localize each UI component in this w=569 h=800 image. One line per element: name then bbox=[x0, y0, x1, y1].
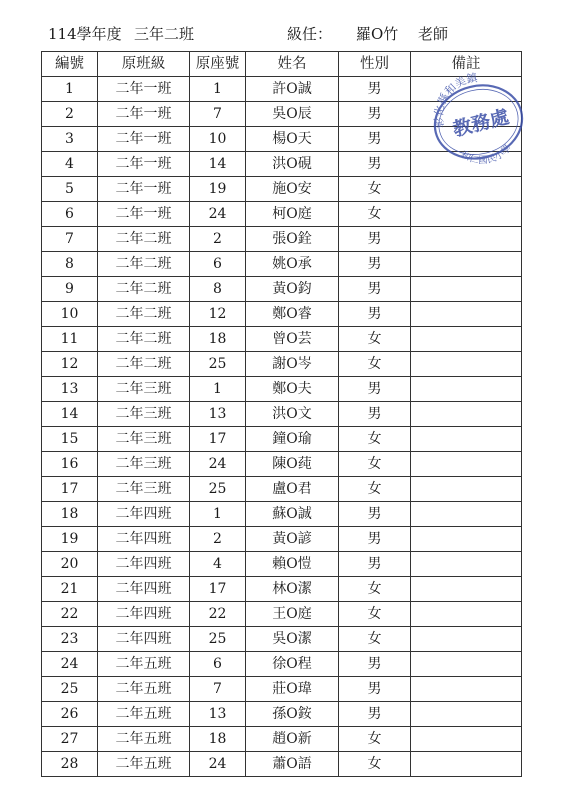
cell-remarks bbox=[411, 302, 522, 327]
cell-remarks bbox=[411, 227, 522, 252]
cell-gender: 男 bbox=[339, 552, 411, 577]
cell-original-class: 二年四班 bbox=[98, 602, 190, 627]
cell-original-seat: 1 bbox=[190, 377, 246, 402]
table-row bbox=[42, 327, 522, 352]
cell-remarks bbox=[411, 527, 522, 552]
cell-remarks bbox=[411, 577, 522, 602]
cell-gender: 女 bbox=[339, 602, 411, 627]
cell-number: 18 bbox=[42, 502, 98, 527]
cell-original-class: 二年五班 bbox=[98, 752, 190, 777]
cell-original-class: 二年三班 bbox=[98, 377, 190, 402]
cell-number: 1 bbox=[42, 77, 98, 102]
cell-original-class: 二年三班 bbox=[98, 452, 190, 477]
cell-number: 13 bbox=[42, 377, 98, 402]
table-row bbox=[42, 552, 522, 577]
table-row bbox=[42, 727, 522, 752]
cell-remarks bbox=[411, 402, 522, 427]
cell-number: 4 bbox=[42, 152, 98, 177]
cell-original-class: 二年三班 bbox=[98, 427, 190, 452]
cell-name: 曾O芸 bbox=[246, 327, 339, 352]
column-header-name: 姓名 bbox=[246, 52, 339, 77]
cell-name: 蘇O誠 bbox=[246, 502, 339, 527]
cell-original-class: 二年四班 bbox=[98, 577, 190, 602]
table-row bbox=[42, 477, 522, 502]
cell-name: 鄭O睿 bbox=[246, 302, 339, 327]
cell-original-seat: 24 bbox=[190, 202, 246, 227]
cell-name: 謝O岑 bbox=[246, 352, 339, 377]
cell-original-class: 二年五班 bbox=[98, 727, 190, 752]
cell-original-seat: 13 bbox=[190, 702, 246, 727]
cell-number: 14 bbox=[42, 402, 98, 427]
cell-number: 20 bbox=[42, 552, 98, 577]
cell-gender: 男 bbox=[339, 302, 411, 327]
svg-text:和仁國民小學 bbox=[457, 138, 516, 170]
cell-number: 10 bbox=[42, 302, 98, 327]
cell-original-seat: 18 bbox=[190, 327, 246, 352]
cell-name: 王O庭 bbox=[246, 602, 339, 627]
cell-gender: 男 bbox=[339, 277, 411, 302]
cell-original-seat: 2 bbox=[190, 227, 246, 252]
cell-original-seat: 6 bbox=[190, 652, 246, 677]
cell-gender: 男 bbox=[339, 227, 411, 252]
cell-original-class: 二年一班 bbox=[98, 127, 190, 152]
cell-number: 17 bbox=[42, 477, 98, 502]
cell-gender: 女 bbox=[339, 727, 411, 752]
cell-original-seat: 14 bbox=[190, 152, 246, 177]
cell-gender: 女 bbox=[339, 427, 411, 452]
cell-number: 7 bbox=[42, 227, 98, 252]
cell-original-seat: 8 bbox=[190, 277, 246, 302]
table-row bbox=[42, 702, 522, 727]
cell-gender: 女 bbox=[339, 627, 411, 652]
cell-gender: 女 bbox=[339, 452, 411, 477]
cell-number: 19 bbox=[42, 527, 98, 552]
cell-original-seat: 22 bbox=[190, 602, 246, 627]
cell-number: 22 bbox=[42, 602, 98, 627]
cell-remarks bbox=[411, 502, 522, 527]
cell-original-class: 二年二班 bbox=[98, 227, 190, 252]
cell-remarks bbox=[411, 277, 522, 302]
table-row bbox=[42, 652, 522, 677]
cell-original-seat: 25 bbox=[190, 477, 246, 502]
cell-name: 洪O文 bbox=[246, 402, 339, 427]
table-row bbox=[42, 602, 522, 627]
cell-number: 28 bbox=[42, 752, 98, 777]
cell-name: 盧O君 bbox=[246, 477, 339, 502]
cell-gender: 女 bbox=[339, 327, 411, 352]
cell-number: 21 bbox=[42, 577, 98, 602]
cell-gender: 男 bbox=[339, 152, 411, 177]
cell-number: 24 bbox=[42, 652, 98, 677]
cell-remarks bbox=[411, 452, 522, 477]
cell-original-class: 二年四班 bbox=[98, 627, 190, 652]
roster-body bbox=[42, 77, 522, 777]
cell-original-seat: 25 bbox=[190, 627, 246, 652]
cell-original-seat: 7 bbox=[190, 677, 246, 702]
school-year: 114學年度 bbox=[48, 25, 122, 43]
cell-number: 5 bbox=[42, 177, 98, 202]
cell-original-class: 二年二班 bbox=[98, 327, 190, 352]
column-header-number: 編號 bbox=[42, 52, 98, 77]
cell-original-class: 二年五班 bbox=[98, 702, 190, 727]
cell-original-seat: 6 bbox=[190, 252, 246, 277]
cell-original-class: 二年一班 bbox=[98, 102, 190, 127]
table-row bbox=[42, 527, 522, 552]
cell-name: 蕭O語 bbox=[246, 752, 339, 777]
document-header bbox=[0, 22, 569, 46]
cell-original-class: 二年四班 bbox=[98, 502, 190, 527]
cell-gender: 男 bbox=[339, 402, 411, 427]
cell-gender: 女 bbox=[339, 577, 411, 602]
teacher-title: 老師 bbox=[418, 25, 449, 43]
cell-remarks bbox=[411, 627, 522, 652]
cell-name: 黃O鈞 bbox=[246, 277, 339, 302]
cell-original-seat: 10 bbox=[190, 127, 246, 152]
cell-original-class: 二年二班 bbox=[98, 277, 190, 302]
table-row bbox=[42, 752, 522, 777]
cell-gender: 女 bbox=[339, 177, 411, 202]
cell-original-class: 二年二班 bbox=[98, 302, 190, 327]
cell-gender: 男 bbox=[339, 677, 411, 702]
table-row bbox=[42, 577, 522, 602]
cell-original-seat: 13 bbox=[190, 402, 246, 427]
cell-name: 洪O硯 bbox=[246, 152, 339, 177]
cell-original-class: 二年一班 bbox=[98, 177, 190, 202]
cell-gender: 男 bbox=[339, 77, 411, 102]
cell-name: 柯O庭 bbox=[246, 202, 339, 227]
cell-original-class: 二年二班 bbox=[98, 352, 190, 377]
cell-gender: 女 bbox=[339, 477, 411, 502]
cell-name: 徐O程 bbox=[246, 652, 339, 677]
cell-gender: 男 bbox=[339, 252, 411, 277]
table-row bbox=[42, 177, 522, 202]
cell-remarks bbox=[411, 727, 522, 752]
cell-number: 3 bbox=[42, 127, 98, 152]
table-row bbox=[42, 677, 522, 702]
cell-number: 25 bbox=[42, 677, 98, 702]
cell-original-class: 二年四班 bbox=[98, 527, 190, 552]
cell-remarks bbox=[411, 252, 522, 277]
cell-original-class: 二年五班 bbox=[98, 677, 190, 702]
column-header-original-seat: 原座號 bbox=[190, 52, 246, 77]
cell-original-seat: 2 bbox=[190, 527, 246, 552]
cell-remarks bbox=[411, 352, 522, 377]
cell-gender: 女 bbox=[339, 352, 411, 377]
cell-original-class: 二年一班 bbox=[98, 77, 190, 102]
cell-number: 11 bbox=[42, 327, 98, 352]
cell-name: 姚O承 bbox=[246, 252, 339, 277]
column-header-original-class: 原班級 bbox=[98, 52, 190, 77]
cell-gender: 男 bbox=[339, 127, 411, 152]
cell-original-seat: 1 bbox=[190, 502, 246, 527]
cell-original-seat: 4 bbox=[190, 552, 246, 577]
cell-original-class: 二年一班 bbox=[98, 202, 190, 227]
cell-gender: 男 bbox=[339, 527, 411, 552]
cell-original-seat: 17 bbox=[190, 427, 246, 452]
table-row bbox=[42, 427, 522, 452]
stamp-center-text: 教務處 bbox=[450, 105, 512, 141]
cell-number: 15 bbox=[42, 427, 98, 452]
cell-remarks bbox=[411, 377, 522, 402]
class-name: 三年二班 bbox=[134, 25, 195, 43]
cell-remarks bbox=[411, 552, 522, 577]
cell-name: 許O誠 bbox=[246, 77, 339, 102]
cell-original-class: 二年三班 bbox=[98, 477, 190, 502]
cell-name: 林O潔 bbox=[246, 577, 339, 602]
cell-number: 12 bbox=[42, 352, 98, 377]
cell-remarks bbox=[411, 602, 522, 627]
cell-name: 陳O莼 bbox=[246, 452, 339, 477]
cell-original-class: 二年四班 bbox=[98, 552, 190, 577]
cell-number: 6 bbox=[42, 202, 98, 227]
cell-original-seat: 24 bbox=[190, 752, 246, 777]
cell-name: 莊O瑋 bbox=[246, 677, 339, 702]
teacher-name: 羅O竹 bbox=[356, 25, 399, 43]
cell-gender: 男 bbox=[339, 502, 411, 527]
table-row bbox=[42, 227, 522, 252]
cell-original-seat: 17 bbox=[190, 577, 246, 602]
cell-name: 吳O潔 bbox=[246, 627, 339, 652]
cell-number: 8 bbox=[42, 252, 98, 277]
cell-number: 9 bbox=[42, 277, 98, 302]
cell-gender: 女 bbox=[339, 202, 411, 227]
cell-gender: 男 bbox=[339, 102, 411, 127]
cell-name: 黃O諺 bbox=[246, 527, 339, 552]
table-row bbox=[42, 627, 522, 652]
cell-original-seat: 18 bbox=[190, 727, 246, 752]
cell-number: 16 bbox=[42, 452, 98, 477]
cell-remarks bbox=[411, 427, 522, 452]
cell-original-seat: 1 bbox=[190, 77, 246, 102]
cell-name: 賴O愷 bbox=[246, 552, 339, 577]
table-row bbox=[42, 377, 522, 402]
cell-original-class: 二年一班 bbox=[98, 152, 190, 177]
column-header-remarks: 備註 bbox=[411, 52, 522, 77]
cell-original-class: 二年五班 bbox=[98, 652, 190, 677]
cell-name: 楊O天 bbox=[246, 127, 339, 152]
cell-number: 23 bbox=[42, 627, 98, 652]
cell-name: 孫O銨 bbox=[246, 702, 339, 727]
cell-original-seat: 25 bbox=[190, 352, 246, 377]
cell-original-class: 二年三班 bbox=[98, 402, 190, 427]
cell-remarks bbox=[411, 327, 522, 352]
cell-number: 27 bbox=[42, 727, 98, 752]
column-header-gender: 性別 bbox=[339, 52, 411, 77]
cell-original-seat: 19 bbox=[190, 177, 246, 202]
table-row bbox=[42, 252, 522, 277]
cell-gender: 男 bbox=[339, 652, 411, 677]
cell-number: 2 bbox=[42, 102, 98, 127]
cell-remarks bbox=[411, 752, 522, 777]
cell-remarks bbox=[411, 477, 522, 502]
cell-gender: 男 bbox=[339, 377, 411, 402]
cell-remarks bbox=[411, 702, 522, 727]
cell-name: 施O安 bbox=[246, 177, 339, 202]
teacher-label: 級任： bbox=[287, 25, 333, 43]
cell-name: 趙O新 bbox=[246, 727, 339, 752]
cell-name: 鐘O瑜 bbox=[246, 427, 339, 452]
cell-gender: 女 bbox=[339, 752, 411, 777]
table-row bbox=[42, 302, 522, 327]
cell-number: 26 bbox=[42, 702, 98, 727]
table-row bbox=[42, 502, 522, 527]
cell-gender: 男 bbox=[339, 702, 411, 727]
table-row bbox=[42, 352, 522, 377]
office-seal-stamp bbox=[428, 70, 528, 170]
table-row bbox=[42, 277, 522, 302]
cell-remarks bbox=[411, 677, 522, 702]
cell-original-seat: 7 bbox=[190, 102, 246, 127]
cell-original-seat: 12 bbox=[190, 302, 246, 327]
table-row bbox=[42, 202, 522, 227]
table-row bbox=[42, 452, 522, 477]
cell-name: 鄭O夫 bbox=[246, 377, 339, 402]
cell-original-seat: 24 bbox=[190, 452, 246, 477]
cell-remarks bbox=[411, 652, 522, 677]
cell-name: 吳O辰 bbox=[246, 102, 339, 127]
cell-remarks bbox=[411, 202, 522, 227]
stamp-bottom-text: 和仁國民小學 bbox=[458, 142, 514, 167]
stamp-top-text: 彰化縣和美鎮 bbox=[432, 71, 479, 129]
cell-original-class: 二年二班 bbox=[98, 252, 190, 277]
cell-remarks bbox=[411, 177, 522, 202]
table-row bbox=[42, 402, 522, 427]
cell-name: 張O銓 bbox=[246, 227, 339, 252]
